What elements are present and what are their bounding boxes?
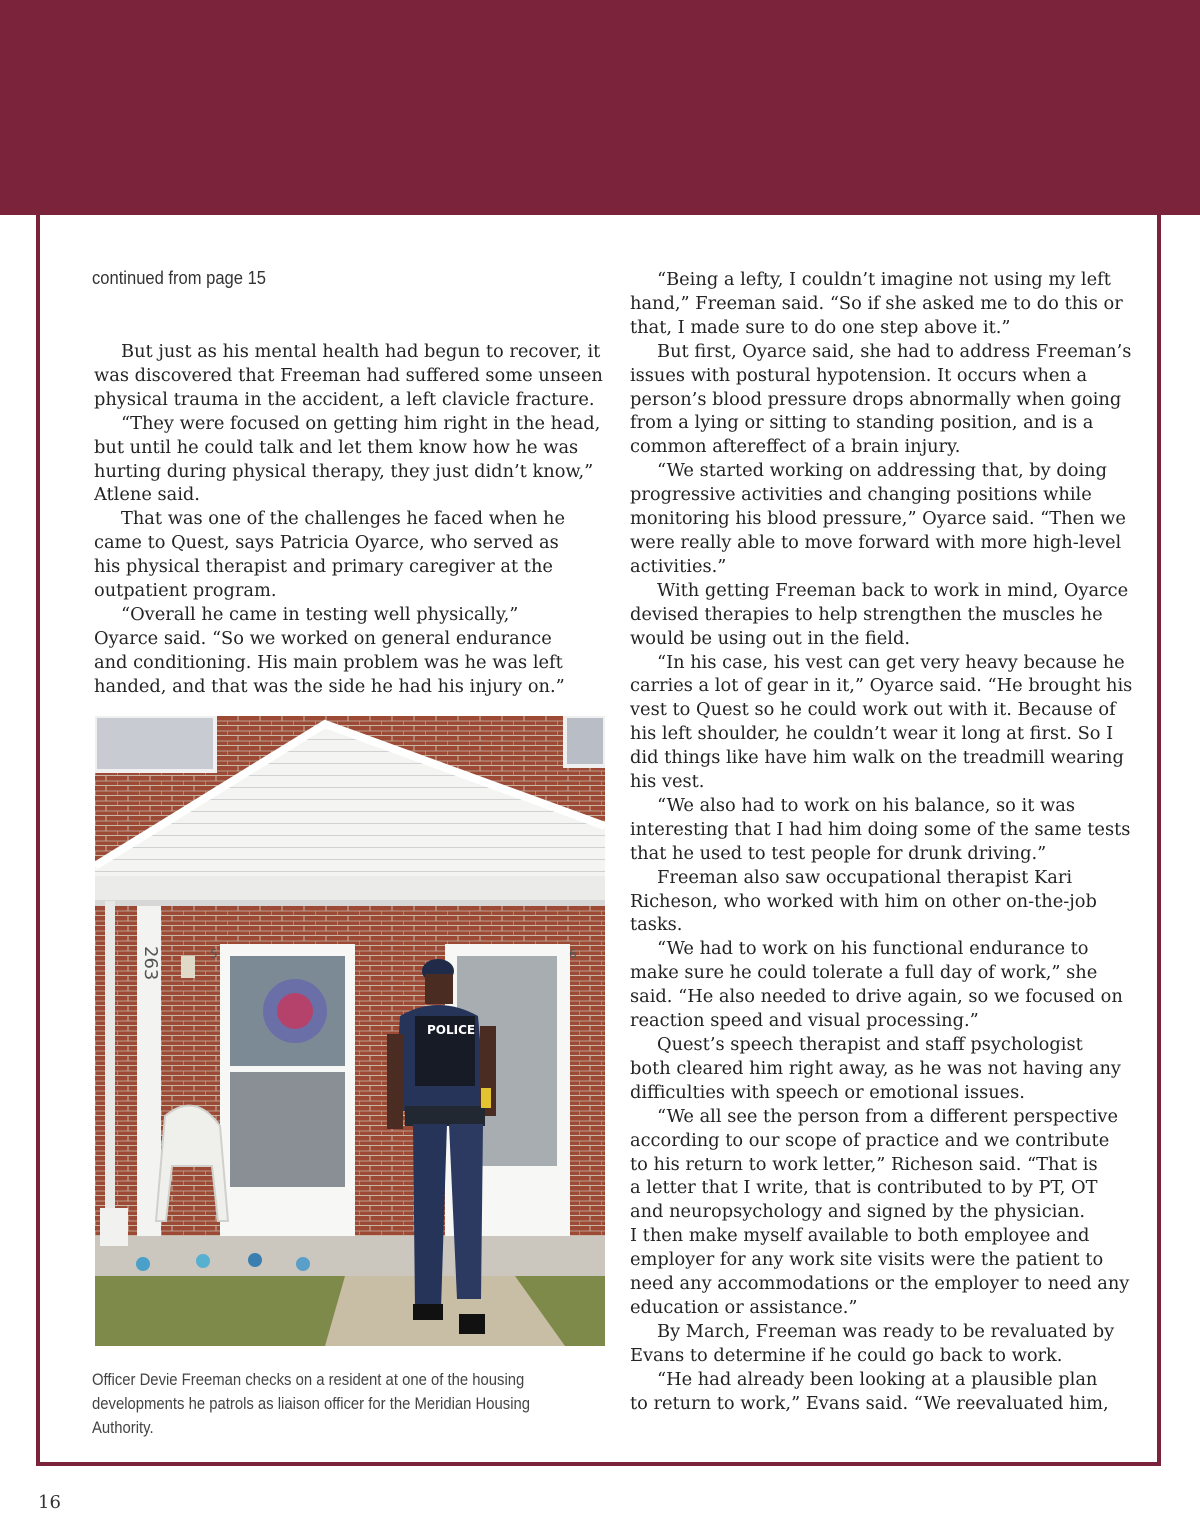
article-photo [95,716,605,1346]
svg-text:263: 263 [140,946,161,981]
paragraph: “They were focused on getting him right in the head, but until he could talk and let them know how he was hurting during physical therapy, they just didn’t know,” Atlene said. [94,412,601,506]
paragraph: But just as his mental health had begun to recover, it was discovered that Freeman had suffered some unseen physical trauma in the accident, a left clavicle fracture. [94,341,603,410]
paragraph: But first, Oyarce said, she had to address Freeman’s issues with postural hypotension. It occurs when a person’s blood pressure drops abnormally when going from a lying or sitting to standing position, and is a common aftereffect of a brain injury. [630,340,1132,458]
left-text-column [94,340,614,699]
paragraph: “Overall he came in testing well physically,” Oyarce said. “So we worked on general endurance and conditioning. His main problem was he was left handed, and that was the side he had his injury on.” [94,603,565,697]
header-band [0,0,1200,215]
svg-text:6: 6 [569,947,577,961]
paragraph: “He had already been looking at a plausible plan to return to work,” Evans said. “We reevaluated him, [630,1368,1109,1414]
paragraph: “Being a lefty, I couldn’t imagine not using my left hand,” Freeman said. “So if she asked me to do this or that, I made sure to do one step above it.” [630,269,1123,338]
paragraph: That was one of the challenges he faced when he came to Quest, says Patricia Oyarce, who served as his physical therapist and primary caregiver at the outpatient program. [94,508,565,602]
paragraph: Quest’s speech therapist and staff psychologist both cleared him right away, as he was not having any difficulties with speech or emotional issues. [630,1034,1121,1103]
svg-text:POLICE: POLICE [427,1023,476,1037]
continued-note: continued from page 15 [92,268,267,288]
page-number: 16 [38,1492,61,1513]
paragraph: With getting Freeman back to work in mind, Oyarce devised therapies to help strengthen the muscles he would be using out in the field. [630,579,1129,649]
svg-text:5: 5 [210,947,218,961]
paragraph: “In his case, his vest can get very heavy because he carries a lot of gear in it,” Oyarce said. “He brought his vest to Quest so he could work out with it. Because of his left shoulder, he couldn’t wear it long at first. So I did things like have him walk on the treadmill wearing his vest. [630,651,1133,793]
paragraph: Freeman also saw occupational therapist Kari Richeson, who worked with him on other on-the-job tasks. [630,866,1097,936]
paragraph: “We all see the person from a different perspective according to our scope of practice and we contribute to his return to work letter,” Richeson said. “That is a letter that I write, that is contributed to by PT, OT and neuropsychology and signed by the physician. I then make myself available to both employee and employer for any work site visits were the patient to need any accommodations or the employer to need any education or assistance.” [630,1105,1130,1318]
photo-caption: Officer Devie Freeman checks on a resident at one of the housing developments he patrols as liaison officer for the Meridian Housing Authority. [92,1371,531,1437]
right-text-column [630,268,1155,1416]
paragraph: “We had to work on his functional endurance to make sure he could tolerate a full day of work,” she said. “He also needed to drive again, so we focused on reaction speed and visual processing.” [630,938,1123,1032]
paragraph: “We also had to work on his balance, so it was interesting that I had him doing some of the same tests that he used to test people for drunk driving.” [630,794,1131,864]
paragraph: By March, Freeman was ready to be revaluated by Evans to determine if he could go back to work. [630,1320,1115,1366]
paragraph: “We started working on addressing that, by doing progressive activities and changing positions while monitoring his blood pressure,” Oyarce said. “Then we were really able to move forward with more high-level activities.” [630,460,1126,577]
